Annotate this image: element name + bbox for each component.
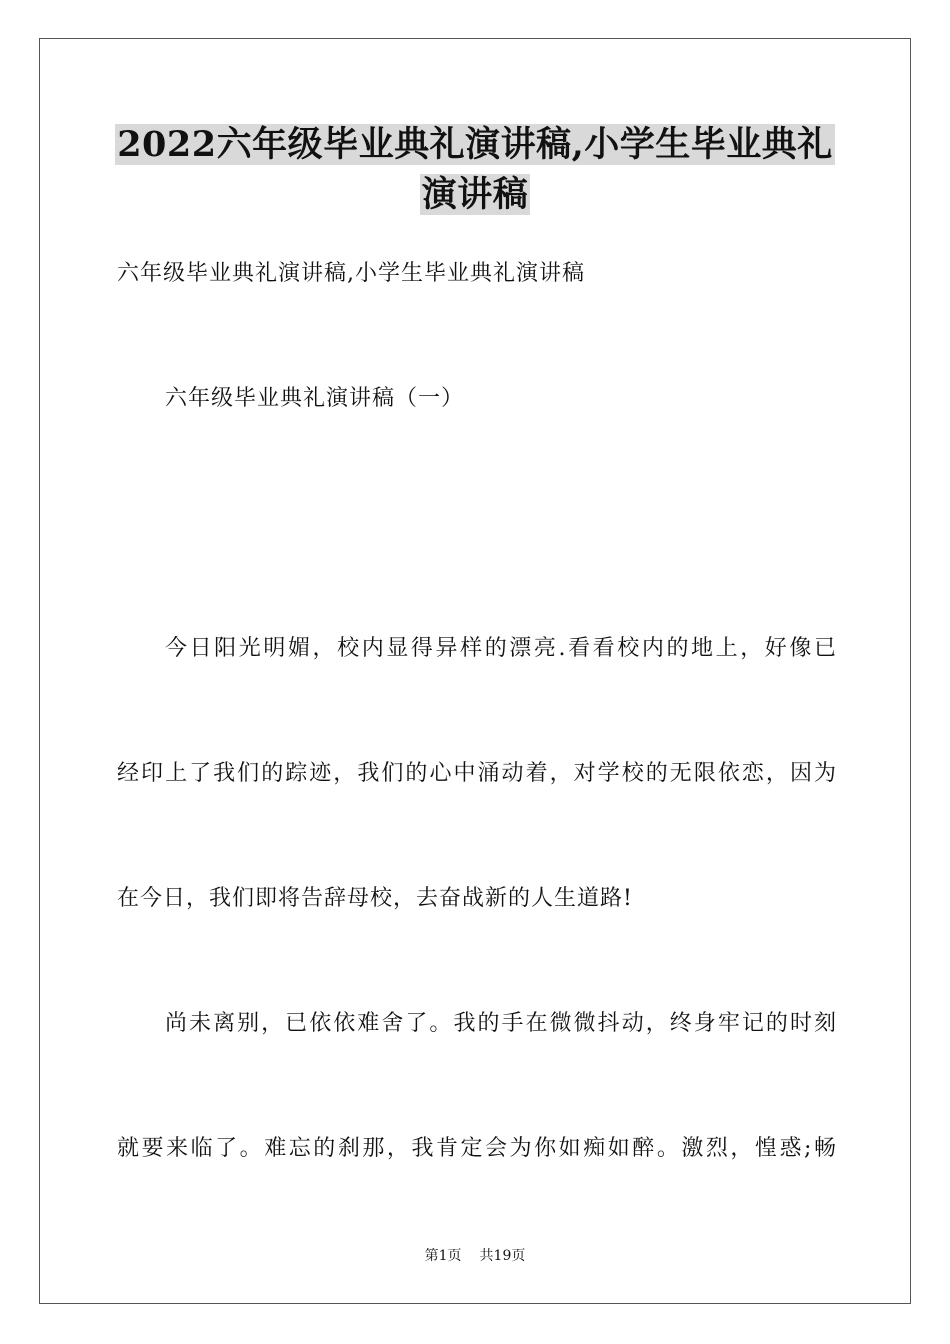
- paragraph-2-line-1: 尚未离别，已依依难舍了。我的手在微微抖动，终身牢记的时刻: [165, 1011, 837, 1036]
- title-line-1: 2022六年级毕业典礼演讲稿,小学生毕业典礼: [117, 124, 833, 165]
- page-border: [39, 38, 911, 1304]
- paragraph-2-line-2: 就要来临了。难忘的刹那，我肯定会为你如痴如醉。激烈，惶惑;畅: [117, 1136, 837, 1161]
- page-total: 共19页: [479, 1248, 526, 1264]
- document-subtitle: 六年级毕业典礼演讲稿,小学生毕业典礼演讲稿: [117, 261, 585, 286]
- document-title: [0, 120, 950, 220]
- section-heading: 六年级毕业典礼演讲稿（一）: [165, 386, 465, 411]
- paragraph-1-line-2: 经印上了我们的踪迹，我们的心中涌动着，对学校的无限依恋，因为: [117, 761, 837, 786]
- page-footer: [0, 1246, 950, 1266]
- paragraph-1-line-1: 今日阳光明媚，校内显得异样的漂亮.看看校内的地上，好像已: [165, 636, 837, 661]
- title-line-2: 演讲稿: [421, 174, 529, 215]
- page-number: 第1页: [424, 1248, 462, 1264]
- paragraph-1-line-3: 在今日，我们即将告辞母校，去奋战新的人生道路!: [117, 886, 633, 911]
